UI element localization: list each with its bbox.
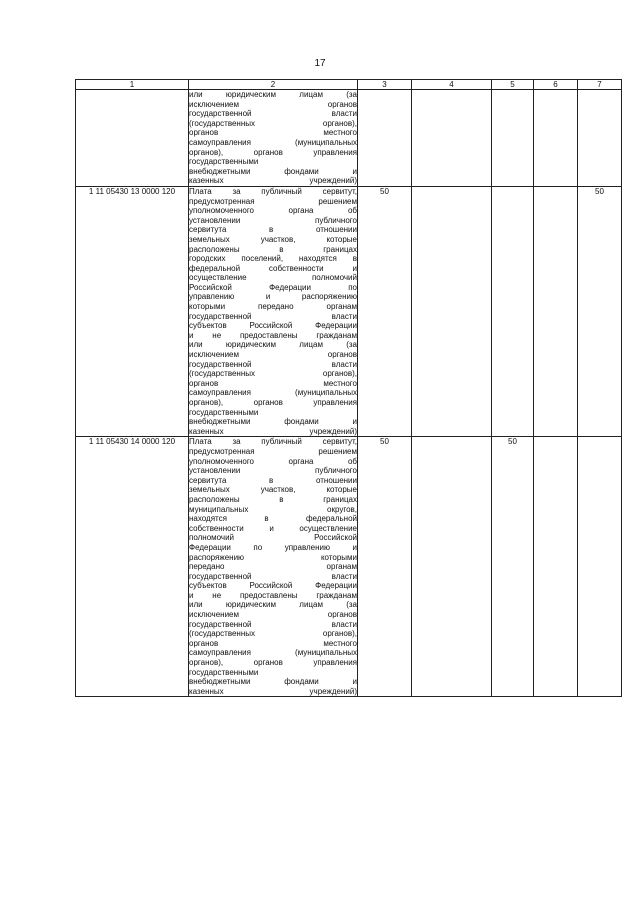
description-line: или юридическим лицам (за (189, 90, 357, 99)
description-line: субъектов Российской Федерации (189, 581, 357, 591)
value-cell-col4 (412, 90, 492, 187)
description-line: исключением органов (189, 99, 357, 109)
budget-code-cell (76, 90, 189, 187)
description-line: расположены в границах (189, 244, 357, 254)
value-cell-col6 (534, 186, 578, 436)
page-number: 17 (314, 58, 326, 69)
description-line: органов местного (189, 128, 357, 138)
description-line: органов местного (189, 638, 357, 648)
description-line: государственной власти (189, 359, 357, 369)
table-row (76, 90, 622, 187)
value-cell-col3: 50 (358, 186, 412, 436)
description-line: внебюджетными фондами и (189, 166, 357, 176)
description-line: и не предоставлены гражданам (189, 330, 357, 340)
description-line: самоуправления (муниципальных (189, 648, 357, 658)
description-line: и не предоставлены гражданам (189, 590, 357, 600)
description-line: казенных учреждений) (189, 426, 357, 436)
description-line: Федерации по управлению и (189, 542, 357, 552)
description-line: сервитута в отношении (189, 475, 357, 485)
value-cell-col6 (534, 90, 578, 187)
column-header-7: 7 (578, 80, 622, 90)
value-cell-col3: 50 (358, 437, 412, 697)
description-line: уполномоченного органа об (189, 456, 357, 466)
description-line: государственными (189, 157, 259, 167)
table-row (76, 186, 622, 436)
description-line: субъектов Российской Федерации (189, 321, 357, 331)
description-line: исключением органов (189, 610, 357, 620)
value-cell-col5: 50 (492, 437, 534, 697)
description-line: установлении публичного (189, 215, 357, 225)
description-line: земельных участков, которые (189, 234, 357, 244)
description-line: осуществление полномочий (189, 273, 357, 283)
description-line: (государственных органов), (189, 118, 357, 128)
description-line: внебюджетными фондами и (189, 677, 357, 687)
description-line: (государственных органов), (189, 369, 357, 379)
value-cell-col7 (578, 437, 622, 697)
column-header-6: 6 (534, 80, 578, 90)
description-line: органов), органов управления (189, 147, 357, 157)
column-header-2: 2 (189, 80, 358, 90)
description-line: государственной власти (189, 619, 357, 629)
description-line: Российской Федерации по (189, 282, 357, 292)
description-line: государственной власти (189, 109, 357, 119)
description-line: предусмотренная решением (189, 446, 357, 456)
description-line: земельных участков, которые (189, 485, 357, 495)
value-cell-col5 (492, 90, 534, 187)
table-header-row (76, 80, 622, 90)
description-line: или юридическим лицам (за (189, 600, 357, 610)
value-cell-col3 (358, 90, 412, 187)
description-line: органов), органов управления (189, 658, 357, 668)
description-line: находятся в федеральной (189, 514, 357, 524)
description-line: государственными (189, 667, 259, 677)
description-line: полномочий Российской (189, 533, 357, 543)
column-header-1: 1 (76, 80, 189, 90)
table-row (76, 437, 622, 697)
budget-code-cell: 1 11 05430 13 0000 120 (76, 186, 189, 436)
description-line: предусмотренная решением (189, 196, 357, 206)
description-line: Плата за публичный сервитут, (189, 437, 357, 447)
description-line: распоряжению которыми (189, 552, 357, 562)
column-header-4: 4 (412, 80, 492, 90)
value-cell-col5 (492, 186, 534, 436)
description-line: которыми передано органам (189, 302, 357, 312)
description-line: или юридическим лицам (за (189, 340, 357, 350)
budget-code-cell: 1 11 05430 14 0000 120 (76, 437, 189, 697)
description-line: управлению и распоряжению (189, 292, 357, 302)
description-cell (189, 437, 358, 697)
description-line: установлении публичного (189, 466, 357, 476)
description-line: казенных учреждений) (189, 686, 357, 696)
description-line: государственными (189, 407, 259, 417)
description-line: передано органам (189, 562, 357, 572)
description-line: (государственных органов), (189, 629, 357, 639)
value-cell-col7 (578, 90, 622, 187)
description-line: Плата за публичный сервитут, (189, 186, 357, 196)
description-line: органов), органов управления (189, 398, 357, 407)
description-line: исключением органов (189, 350, 357, 360)
description-line: казенных учреждений) (189, 176, 357, 186)
description-line: государственной власти (189, 571, 357, 581)
description-line: самоуправления (муниципальных (189, 137, 357, 147)
value-cell-col4 (412, 186, 492, 436)
description-line: самоуправления (муниципальных (189, 388, 357, 398)
description-line: внебюджетными фондами и (189, 417, 357, 427)
description-line: сервитута в отношении (189, 225, 357, 235)
description-line: муниципальных округов, (189, 504, 357, 514)
value-cell-col7: 50 (578, 186, 622, 436)
value-cell-col4 (412, 437, 492, 697)
column-header-3: 3 (358, 80, 412, 90)
description-line: органов местного (189, 378, 357, 388)
description-line: собственности и осуществление (189, 523, 357, 533)
description-line: городских поселений, находятся в (189, 254, 357, 264)
description-line: федеральной собственности и (189, 263, 357, 273)
column-header-5: 5 (492, 80, 534, 90)
budget-code-table (75, 79, 622, 697)
description-line: расположены в границах (189, 494, 357, 504)
description-line: уполномоченного органа об (189, 206, 357, 216)
description-cell (189, 186, 358, 436)
description-line: государственной власти (189, 311, 357, 321)
description-cell (189, 90, 358, 187)
value-cell-col6 (534, 437, 578, 697)
